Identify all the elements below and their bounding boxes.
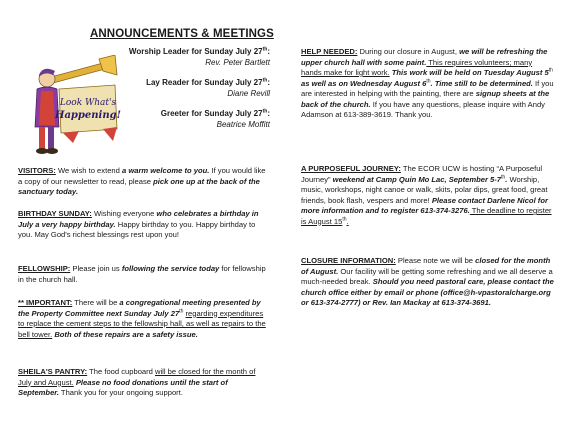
important-paragraph: ** IMPORTANT: There will be a congregational meeting presented by the Property Committee next Sunday July 27th regarding expenditures to replace the cement steps to the fellowship hall, as well as repairs to the bell tower. Both of these repairs are a safety issue.: [18, 298, 266, 339]
herald-trumpeter-icon: [33, 55, 123, 160]
left-column: [18, 0, 270, 439]
fellowship-paragraph: FELLOWSHIP: Please join us following the service today for fellowship in the church hall.: [18, 264, 266, 284]
help-needed-paragraph: HELP NEEDED: During our closure in August, we will be refreshing the upper church hall with some paint. This requires volunteers; many hands make for light work. This work will be held on Tuesday August 5th as well as on Wednesday August 6th. Time still to be determined. If you are interested in helping with the painting, there are signup sheets at the back of the church. If you have any questions, please inquire with Andy Adamson at 613-389-3619. Thank you.: [301, 47, 554, 119]
role-worship-leader: Worship Leader for Sunday July 27th: Rev. Peter Bartlett: [128, 46, 270, 67]
closure-information-paragraph: CLOSURE INFORMATION: Please note we will be closed for the month of August. Our facility will be getting some refreshing and we all deserve a much-needed break. Should you need pastoral care, please contact the church office either by email or phone (office@h-vpastoralcharge.org or 613-374-2777) or Rev. Ian Mackay at 613-374-3691.: [301, 256, 554, 307]
visitors-paragraph: VISITORS: We wish to extend a warm welcome to you. If you would like a copy of our newsletter to read, please pick one up at the back of the sanctuary today.: [18, 166, 266, 196]
right-column: [301, 0, 554, 439]
sign-line-2: Happening!: [55, 110, 121, 121]
sign-line-1: Look What's: [59, 98, 117, 108]
role-lay-reader: Lay Reader for Sunday July 27th: Diane Revill: [146, 77, 270, 98]
purposeful-journey-paragraph: A PURPOSEFUL JOURNEY: The ECOR UCW is hosting “A Purposeful Journey” weekend at Camp Quin Mo Lac, September 5-7th. Worship, music, workshops, night canoe or walk, skits, polar dips, great food, great friends, book flash, vespers and more! Please contact Darlene Nicol for more information and to register 613-374-3276. The deadline to register is August 15th.: [301, 164, 552, 226]
birthday-paragraph: BIRTHDAY SUNDAY: Wishing everyone who celebrates a birthday in July a very happy birthday. Happy birthday to you. Happy birthday to you. May God's richest blessings rest upon you!: [18, 209, 259, 239]
pantry-paragraph: SHEILA'S PANTRY: The food cupboard will be closed for the month of July and August. Please no food donations until the start of September. Thank you for your ongoing support.: [18, 367, 256, 397]
role-greeter: Greeter for Sunday July 27th: Beatrice Moffitt: [160, 108, 270, 129]
page-title: ANNOUNCEMENTS & MEETINGS: [90, 28, 274, 40]
